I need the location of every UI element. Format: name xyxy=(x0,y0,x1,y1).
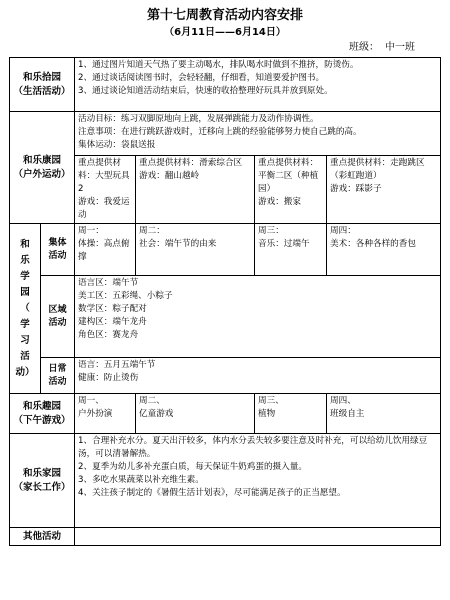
zone-game: 游戏：我爱运动 xyxy=(78,197,130,220)
family-item: 2、夏季为幼儿多补充蛋白质，每天保证牛奶鸡蛋的摄入量。 xyxy=(78,462,307,472)
outdoor-group: 集体运动：袋鼠送报 xyxy=(78,140,156,150)
zone-material: 重点提供材料：滑索综合区 xyxy=(139,158,243,168)
other-row xyxy=(10,528,441,546)
outdoor-zone xyxy=(327,156,441,224)
study-char: 活 xyxy=(20,350,30,362)
study-char: 园 xyxy=(20,286,30,298)
class-info xyxy=(9,41,441,55)
family-content xyxy=(75,434,441,528)
life-item: 2、通过谈话阅读图书时，会轻轻翻，仔细看，知道要爱护图书。 xyxy=(78,73,325,83)
afternoon-day xyxy=(327,394,441,434)
outdoor-goal: 活动目标：练习双脚原地向上跳，发展弹跳能力及动作协调性。 xyxy=(78,114,319,124)
family-item: 1、合理补充水分。夏天出汗较多，体内水分丢失较多要注意及时补充，可以给幼儿饮用绿豆汤，可以清暑解热。 xyxy=(78,436,428,459)
life-section-title: 和乐拾园 xyxy=(23,71,62,83)
study-area-row xyxy=(10,276,441,358)
outdoor-zone xyxy=(255,156,327,224)
zone-game: 游戏：踩影子 xyxy=(330,184,382,194)
family-item: 3、多吃水果蔬菜以补充维生素。 xyxy=(78,475,204,485)
study-char: 动） xyxy=(15,366,35,378)
day-label: 周二： xyxy=(139,226,165,236)
family-item: 4、关注孩子制定的《暑假生活计划表》，尽可能满足孩子的正当愿望。 xyxy=(78,488,346,498)
day-label: 周三： xyxy=(258,226,284,236)
area-item: 美工区：五彩绳、小粽子 xyxy=(78,291,173,301)
outdoor-content xyxy=(75,112,441,156)
life-section-subtitle: （生活活动） xyxy=(13,85,71,97)
schedule-table xyxy=(9,57,441,546)
life-item: 3、通过谈论知道活动结束后，快速的收拾整理好玩具并放到原处。 xyxy=(78,86,333,96)
day-label: 周一： xyxy=(78,226,104,236)
outdoor-row xyxy=(10,112,441,156)
afternoon-day xyxy=(136,394,255,434)
group-day xyxy=(75,224,136,276)
zone-material: 重点提供材料：走跑跳区（彩虹跑道） xyxy=(330,158,425,181)
area-label-top: 区域 xyxy=(48,304,67,315)
outdoor-zone xyxy=(136,156,255,224)
class-name: 中一班 xyxy=(385,42,415,53)
area-label-bottom: 活动 xyxy=(48,317,67,328)
day-content: 美术：各种各样的香包 xyxy=(330,239,416,249)
afternoon-section-title: 和乐趣园 xyxy=(23,400,62,412)
study-char: 和 xyxy=(20,238,30,250)
group-day xyxy=(255,224,327,276)
area-activity-label xyxy=(41,276,75,358)
afternoon-day xyxy=(75,394,136,434)
day-content: 植物 xyxy=(258,409,276,419)
study-daily-row xyxy=(10,358,441,394)
outdoor-zone xyxy=(75,156,136,224)
family-section-title: 和乐家园 xyxy=(23,467,62,479)
life-row xyxy=(10,58,441,112)
family-section-subtitle: （家长工作） xyxy=(13,481,71,493)
zone-game: 游戏：翻山越岭 xyxy=(139,171,200,181)
life-content xyxy=(75,58,441,112)
day-content: 亿童游戏 xyxy=(139,409,174,419)
group-day xyxy=(136,224,255,276)
afternoon-section-subtitle: （下午游戏） xyxy=(13,414,71,426)
outdoor-section-label xyxy=(10,112,75,224)
study-char: 习 xyxy=(20,334,30,346)
outdoor-note: 注意事项：在进行跳跃游戏时，迁移向上跳的经验能够努力使自己跳的高。 xyxy=(78,127,362,137)
study-section-label xyxy=(10,224,41,394)
area-item: 数学区：粽子配对 xyxy=(78,304,147,314)
daily-label-top: 日常 xyxy=(48,363,67,374)
group-label-top: 集体 xyxy=(48,237,67,248)
other-content xyxy=(75,528,441,546)
zone-material: 重点提供材料：平衡二区（种植园） xyxy=(258,158,319,194)
area-item: 角色区：赛龙舟 xyxy=(78,330,139,340)
outdoor-zones-row xyxy=(10,156,441,224)
day-label: 周三、 xyxy=(258,396,284,406)
life-section-label xyxy=(10,58,75,112)
area-item: 语言区：端午节 xyxy=(78,278,139,288)
afternoon-day xyxy=(255,394,327,434)
outdoor-section-title: 和乐康园 xyxy=(23,154,62,166)
page-title: 第十七周教育活动内容安排 xyxy=(146,8,303,23)
study-group-row xyxy=(10,224,441,276)
day-label: 周二、 xyxy=(139,396,165,406)
date-range: （6月11日——6月14日） xyxy=(164,27,286,38)
family-section-label xyxy=(10,434,75,528)
day-label: 周一、 xyxy=(78,396,104,406)
life-item: 1、通过图片知道天气热了要主动喝水，排队喝水时做到不推挤，防烫伤。 xyxy=(78,60,359,70)
other-section-label: 其他活动 xyxy=(10,528,75,546)
day-content: 体操：高点俯撑 xyxy=(78,239,130,262)
afternoon-row xyxy=(10,394,441,434)
day-content: 社会：端午节的由来 xyxy=(139,239,217,249)
study-char: （ xyxy=(20,302,30,314)
area-content xyxy=(75,276,441,358)
area-item: 建构区：端午龙舟 xyxy=(78,317,147,327)
group-day xyxy=(327,224,441,276)
study-char: 学 xyxy=(20,318,30,330)
day-content: 户外扮演 xyxy=(78,409,113,419)
daily-item: 健康：防止烫伤 xyxy=(78,373,139,383)
day-label: 周四： xyxy=(330,226,356,236)
zone-game: 游戏：搬家 xyxy=(258,197,301,207)
study-char: 学 xyxy=(20,270,30,282)
daily-item: 语言：五月五端午节 xyxy=(78,360,156,370)
zone-material: 重点提供材料：大型玩具 2 xyxy=(78,158,130,194)
study-char: 乐 xyxy=(20,254,30,266)
daily-label-bottom: 活动 xyxy=(48,376,67,387)
day-content: 班级自主 xyxy=(330,409,365,419)
daily-content xyxy=(75,358,441,394)
group-label-bottom: 活动 xyxy=(48,250,67,261)
daily-activity-label xyxy=(41,358,75,394)
group-activity-label xyxy=(41,224,75,276)
day-label: 周四、 xyxy=(330,396,356,406)
afternoon-section-label xyxy=(10,394,75,434)
family-row xyxy=(10,434,441,528)
outdoor-section-subtitle: （户外运动） xyxy=(13,168,71,180)
class-label: 班级： xyxy=(349,42,379,53)
day-content: 音乐：过端午 xyxy=(258,239,310,249)
